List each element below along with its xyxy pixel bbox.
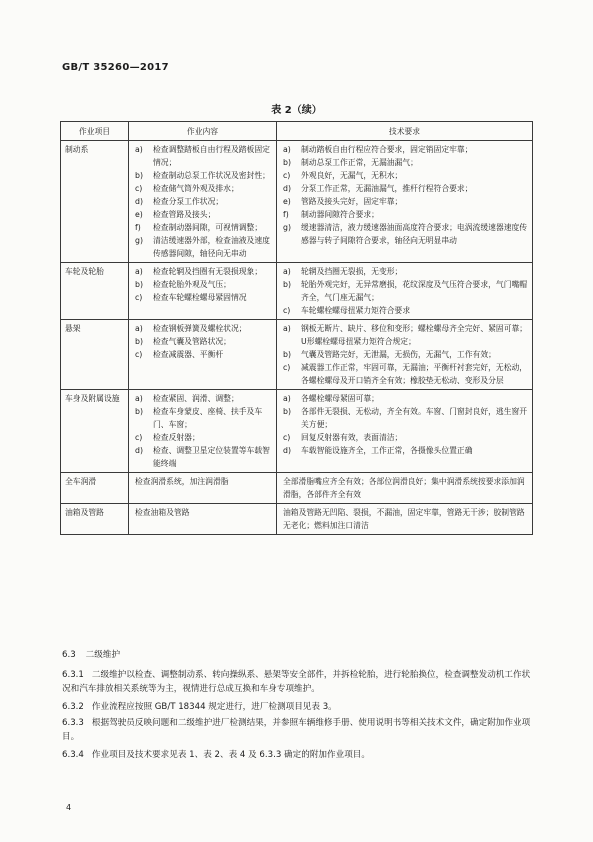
item-label: a) xyxy=(135,324,143,333)
header-cell: 作业内容 xyxy=(129,122,277,141)
requirement-item xyxy=(281,444,528,457)
item-label: b) xyxy=(135,171,143,180)
item-label: g) xyxy=(135,236,143,245)
table-row xyxy=(61,473,533,504)
item-text: 检查分泵工作状况； xyxy=(153,197,224,206)
item-label: d) xyxy=(135,197,143,206)
item-text: 检查轮胎外观及气压； xyxy=(153,280,231,289)
item-text: 检查制动总泵工作状况及密封性； xyxy=(153,171,270,180)
item-text: 钢板无断片、缺片、移位和变形；螺栓螺母齐全完好、紧固可靠；U形螺栓螺母扭紧力矩符合规定； xyxy=(301,324,528,346)
item-text: 制动器间隙符合要求； xyxy=(301,210,379,219)
item-label: b) xyxy=(135,407,143,416)
table-row xyxy=(61,390,533,473)
item-label: a) xyxy=(283,324,291,333)
standard-code: GB/T 35260—2017 xyxy=(62,62,169,73)
content-item xyxy=(133,291,272,304)
item-label: c) xyxy=(135,293,143,302)
item-label: e) xyxy=(135,210,143,219)
content-item xyxy=(133,143,272,169)
requirement-item xyxy=(281,304,528,317)
item-text: 检查钢板弹簧及螺栓状况； xyxy=(153,324,247,333)
item-text: 车载智能设施齐全，工作正常，各摄像头位置正确 xyxy=(301,446,473,455)
header-cell: 技术要求 xyxy=(277,122,533,141)
item-label: f) xyxy=(135,223,141,232)
item-label: b) xyxy=(283,280,291,289)
page-number: 4 xyxy=(66,803,72,812)
content-cell xyxy=(129,390,277,473)
requirement-item xyxy=(281,348,528,361)
requirement-cell xyxy=(277,263,533,320)
requirement-item xyxy=(281,169,528,182)
item-text: 检查管路及接头； xyxy=(153,210,216,219)
item-label: g) xyxy=(283,223,291,232)
content-item xyxy=(133,208,272,221)
item-label: a) xyxy=(283,394,291,403)
item-label: c) xyxy=(135,350,143,359)
item-label: c) xyxy=(283,306,291,315)
item-text: 检查润滑系统，加注润滑脂 xyxy=(135,477,229,486)
category-cell: 悬架 xyxy=(61,320,129,390)
item-text: 检查车身蒙皮、座椅、扶手及车门、车窗； xyxy=(153,407,263,429)
item-text: 各螺栓螺母紧固可靠； xyxy=(301,394,379,403)
content-cell xyxy=(129,141,277,263)
requirement-item xyxy=(281,405,528,431)
paragraph-text: 二级维护以检查、调整制动系、转向操纵系、悬架等安全部件，并拆检轮胎，进行轮胎换位，检查调整发动机工作状况和汽车排放相关系统等为主，视情进行总成互换和车身专项维护。 xyxy=(62,670,531,694)
item-label: a) xyxy=(283,267,291,276)
requirement-item xyxy=(281,221,528,247)
item-text: 检查紧固、润滑、调整； xyxy=(153,394,239,403)
table-row xyxy=(61,263,533,320)
content-item xyxy=(133,392,272,405)
paragraph xyxy=(62,716,532,744)
category-cell: 制动系 xyxy=(61,141,129,263)
requirement-item xyxy=(281,322,528,348)
content-item xyxy=(133,335,272,348)
item-text: 车轮螺栓螺母扭紧力矩符合要求 xyxy=(301,306,411,315)
paragraph xyxy=(62,748,532,762)
requirement-item xyxy=(281,182,528,195)
item-text: 检查、调整卫星定位装置等车载智能终端 xyxy=(153,446,270,468)
item-text: 检查减震器、平衡杆 xyxy=(153,350,224,359)
item-text: 气囊及管路完好，无泄漏，无损伤，无漏气，工作有效； xyxy=(301,350,496,359)
category-cell: 全车润滑 xyxy=(61,473,129,504)
content-item xyxy=(133,444,272,470)
item-label: e) xyxy=(283,197,291,206)
item-text: 检查反射器； xyxy=(153,433,200,442)
content-cell xyxy=(129,504,277,535)
content-item xyxy=(133,169,272,182)
item-text: 制动踏板自由行程应符合要求，固定销固定牢靠； xyxy=(301,145,473,154)
table-title: 表 2（续） xyxy=(271,105,322,116)
item-label: d) xyxy=(135,446,143,455)
header-cell: 作业项目 xyxy=(61,122,129,141)
content-cell xyxy=(129,263,277,320)
content-item xyxy=(133,265,272,278)
item-label: c) xyxy=(283,433,291,442)
item-text: 检查轮辋及挡圈有无裂损现象； xyxy=(153,267,263,276)
content-item xyxy=(133,431,272,444)
item-text: 管路及接头完好，固定牢靠； xyxy=(301,197,403,206)
item-text: 各部件无裂损、无松动，齐全有效。车窗、门窗封良好，逃生窗开关方便； xyxy=(301,407,528,429)
paragraph-text: 根据驾驶员反映问题和二级维护进厂检测结果，并参照车辆维修手册、使用说明书等相关技术文件，确定附加作业项目。 xyxy=(62,718,531,742)
item-text: 检查调整踏板自由行程及踏板固定情况； xyxy=(153,145,270,167)
requirement-item xyxy=(281,265,528,278)
category-cell: 油箱及管路 xyxy=(61,504,129,535)
paragraph-number: 6.3.4 xyxy=(62,750,84,760)
item-text: 减震器工作正常，牢固可靠，无漏油；平衡杆衬套完好，无松动，各螺栓螺母及开口销齐全有效；橡胶垫无松动、变形及分层 xyxy=(301,363,528,385)
content-item xyxy=(133,234,272,260)
paragraph-number: 6.3.2 xyxy=(62,702,84,712)
paragraph xyxy=(62,668,532,696)
requirement-item xyxy=(281,431,528,444)
item-text: 回复反射器有效，表面清洁； xyxy=(301,433,403,442)
item-label: b) xyxy=(283,350,291,359)
item-text: 清洁缓速器外部，检查油液及速度传感器间隙，轴径向无串动 xyxy=(153,236,270,258)
paragraph-text: 作业流程应按照 GB/T 18344 规定进行，进厂检测项目见表 3。 xyxy=(91,702,337,712)
item-text: 轮胎外观完好，无异常磨损，花纹深度及气压符合要求，气门嘴帽齐全，气门座无漏气； xyxy=(301,280,528,302)
item-text: 制动总泵工作正常，无漏油漏气； xyxy=(301,158,418,167)
paragraph-text: 作业项目及技术要求见表 1、表 2、表 4 及 6.3.3 确定的附加作业项目。 xyxy=(91,750,370,760)
item-text: 分泵工作正常，无漏油漏气，推杆行程符合要求； xyxy=(301,184,473,193)
requirement-item xyxy=(281,208,528,221)
requirement-cell xyxy=(277,473,533,504)
section-heading xyxy=(62,648,532,662)
requirement-item xyxy=(281,195,528,208)
requirement-cell xyxy=(277,504,533,535)
content-item xyxy=(133,182,272,195)
item-label: a) xyxy=(135,267,143,276)
item-label: b) xyxy=(135,337,143,346)
paragraph-number: 6.3.1 xyxy=(62,670,84,680)
item-text: 油箱及管路无凹陷、裂损，不漏油，固定牢靠，管路无干涉；胶制管路无老化；燃料加注口清洁 xyxy=(283,508,525,530)
item-text: 检查制动器间隙，可视情调整； xyxy=(153,223,263,232)
paragraph-number: 6.3.3 xyxy=(62,718,84,728)
table-row xyxy=(61,320,533,390)
item-text: 缓速器清洁，液力缓速器油面高度符合要求；电涡流缓速器速度传感器与转子间隙符合要求，轴径向无明显串动 xyxy=(301,223,528,245)
item-label: c) xyxy=(135,433,143,442)
requirement-item xyxy=(281,361,528,387)
table-row xyxy=(61,504,533,535)
content-item xyxy=(133,221,272,234)
requirement-cell xyxy=(277,320,533,390)
requirement-item xyxy=(281,278,528,304)
content-item xyxy=(133,195,272,208)
item-label: c) xyxy=(283,363,291,372)
item-text: 外观良好，无漏气，无积水； xyxy=(301,171,403,180)
table-header-row xyxy=(61,122,533,141)
section-number: 6.3 xyxy=(62,650,76,660)
item-text: 全部滑脂嘴应齐全有效；各部位润滑良好；集中润滑系统按要求添加润滑脂，各部件齐全有效 xyxy=(283,477,525,499)
item-text: 检查油箱及管路 xyxy=(135,508,190,517)
requirement-item xyxy=(281,392,528,405)
item-label: c) xyxy=(135,184,143,193)
item-label: d) xyxy=(283,184,291,193)
requirement-cell xyxy=(277,390,533,473)
content-item xyxy=(133,278,272,291)
item-label: b) xyxy=(283,158,291,167)
content-cell xyxy=(129,473,277,504)
paragraph xyxy=(62,700,532,714)
content-cell xyxy=(129,320,277,390)
item-label: b) xyxy=(283,407,291,416)
requirement-item xyxy=(281,143,528,156)
requirement-item xyxy=(281,156,528,169)
item-label: a) xyxy=(135,145,143,154)
item-label: a) xyxy=(283,145,291,154)
content-item xyxy=(133,322,272,335)
item-text: 轮辋及挡圈无裂损，无变形； xyxy=(301,267,403,276)
item-label: b) xyxy=(135,280,143,289)
item-text: 检查气囊及管路状况； xyxy=(153,337,231,346)
item-label: f) xyxy=(283,210,289,219)
category-cell: 车轮及轮胎 xyxy=(61,263,129,320)
content-item xyxy=(133,405,272,431)
table-row xyxy=(61,141,533,263)
category-cell: 车身及附属设施 xyxy=(61,390,129,473)
item-text: 检查储气筒外观及排水； xyxy=(153,184,239,193)
content-item xyxy=(133,348,272,361)
requirement-cell xyxy=(277,141,533,263)
maintenance-table xyxy=(60,121,533,535)
item-text: 检查车轮螺栓螺母紧固情况 xyxy=(153,293,247,302)
item-label: d) xyxy=(283,446,291,455)
item-label: c) xyxy=(283,171,291,180)
section-title: 二级维护 xyxy=(85,650,121,660)
item-label: a) xyxy=(135,394,143,403)
